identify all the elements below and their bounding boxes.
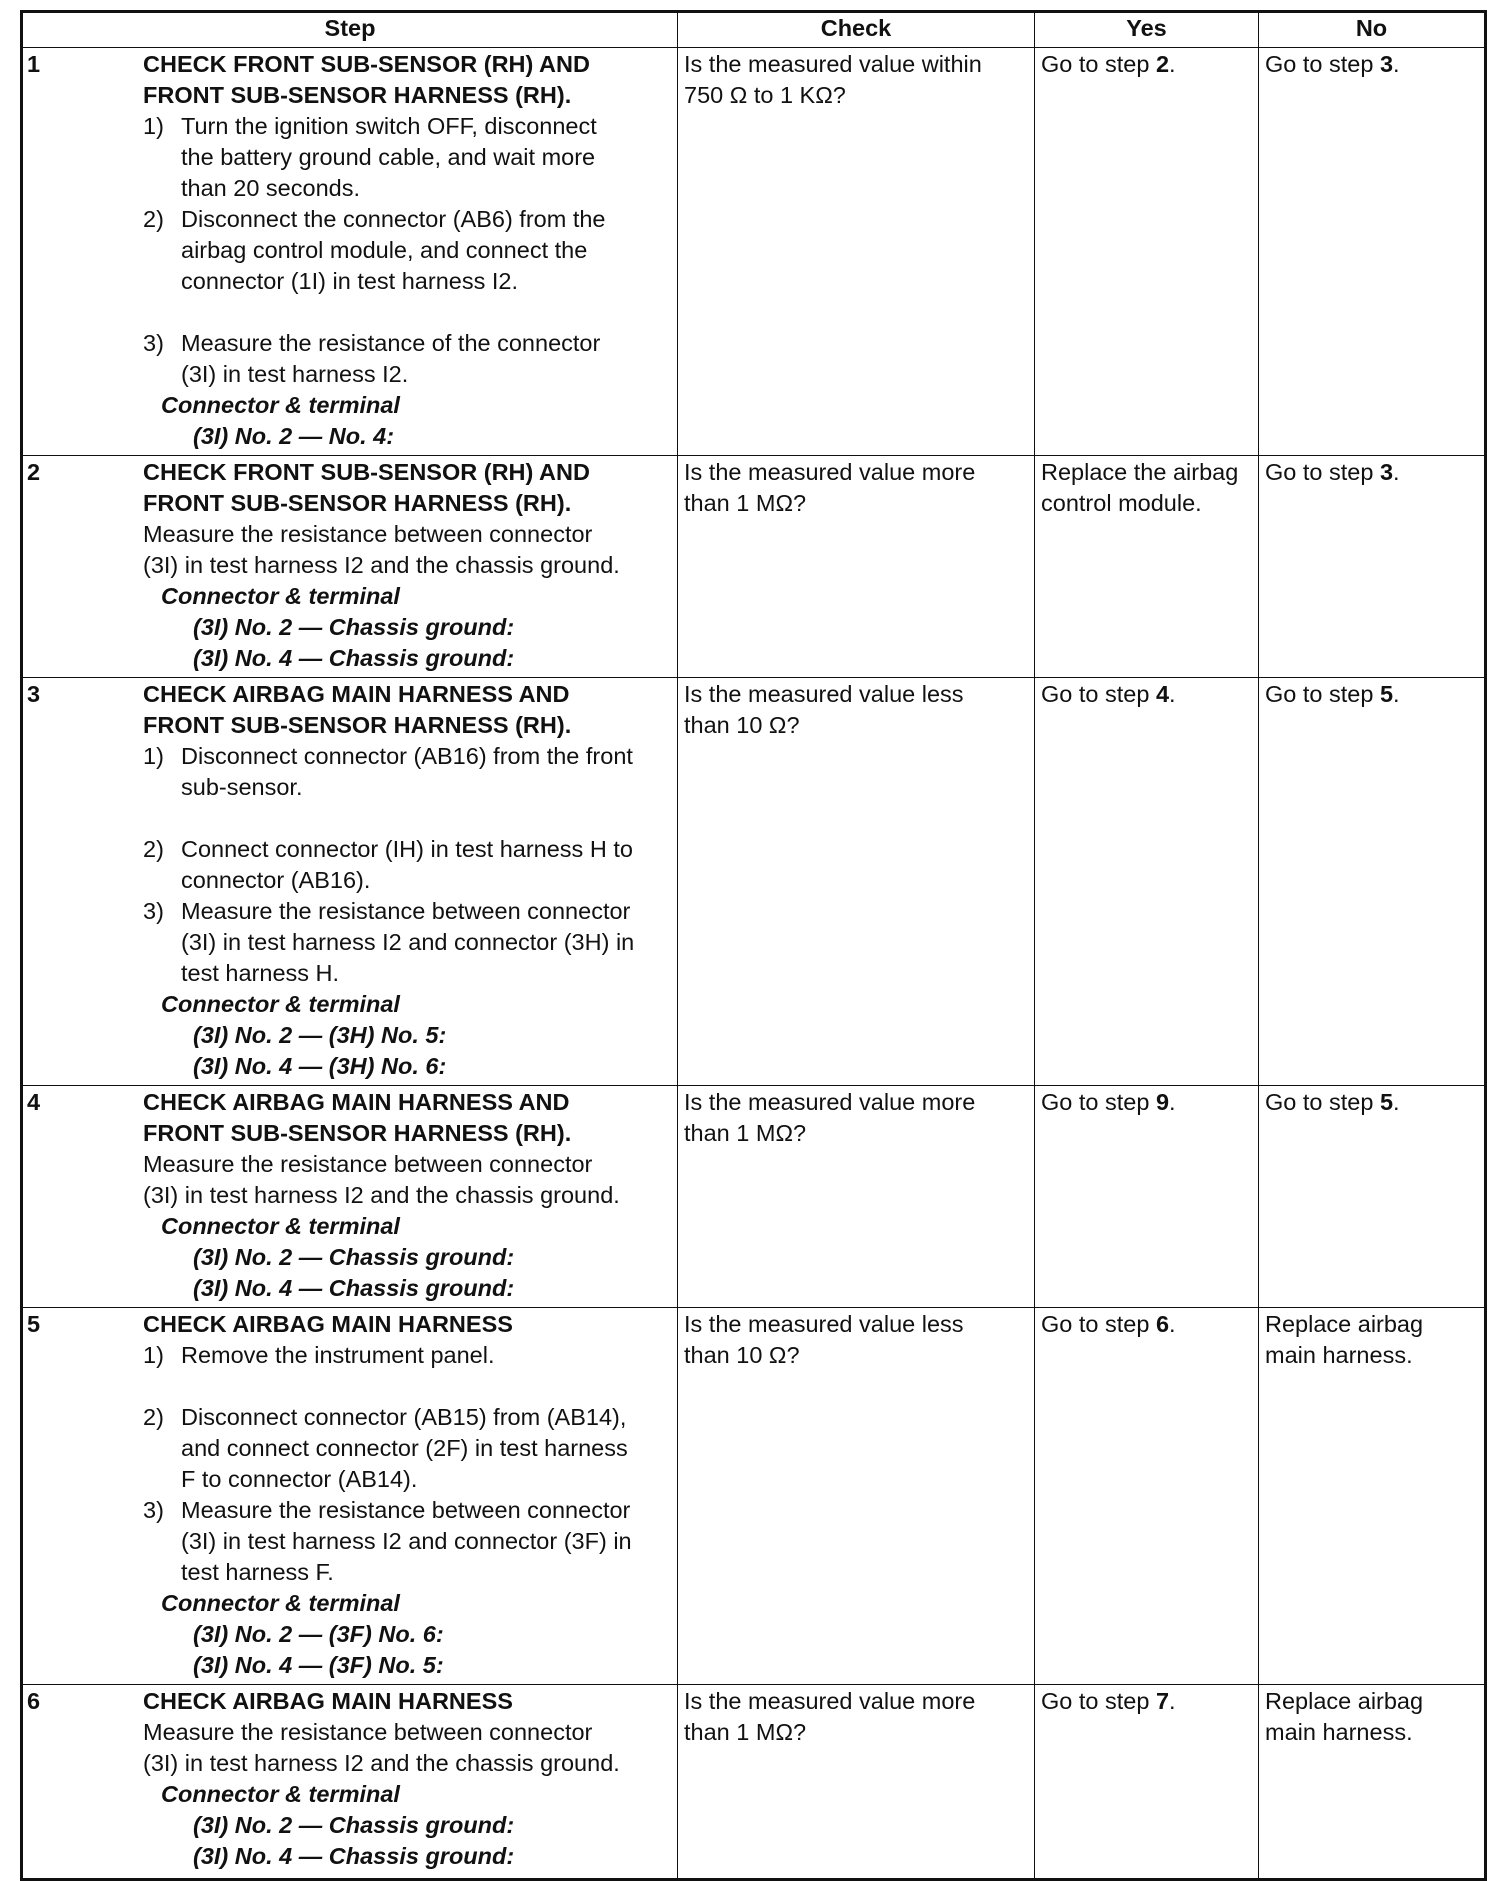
sub-step-text	[181, 204, 671, 297]
step-title-line: CHECK FRONT SUB-SENSOR (RH) AND	[143, 51, 590, 77]
sub-step-line: (3I) in test harness I2.	[181, 361, 409, 387]
table-row	[22, 456, 1486, 678]
header-check: Check	[678, 12, 1035, 48]
connector-terminal-item: (3I) No. 2 — Chassis ground:	[193, 1812, 515, 1838]
step-title-line: CHECK AIRBAG MAIN HARNESS	[143, 1688, 513, 1714]
yes-cell	[1035, 678, 1259, 1086]
sub-step	[143, 741, 671, 803]
yes-cell	[1035, 1685, 1259, 1880]
sub-step-number: 2)	[143, 1404, 164, 1430]
connector-terminal-item: (3I) No. 4 — (3F) No. 5:	[193, 1652, 444, 1678]
yes-cell	[1035, 1308, 1259, 1685]
step-number: 5	[27, 1311, 41, 1337]
sub-step-number: 1)	[143, 1342, 164, 1368]
no-step-number: 5	[1379, 1089, 1394, 1115]
sub-step-line: Disconnect the connector (AB6) from the	[181, 206, 606, 232]
sub-step-text	[181, 1402, 671, 1495]
step-cell	[22, 1086, 678, 1308]
no-cell	[1259, 678, 1486, 1086]
check-cell	[678, 678, 1035, 1086]
check-line: than 10 Ω?	[684, 712, 800, 738]
sub-step-number: 3)	[143, 330, 164, 356]
table-row	[22, 1086, 1486, 1308]
table-row	[22, 678, 1486, 1086]
no-cell	[1259, 1308, 1486, 1685]
sub-step-line: Turn the ignition switch OFF, disconnect	[181, 113, 597, 139]
sub-step-line: connector (1I) in test harness I2.	[181, 268, 518, 294]
yes-text: Go to step	[1041, 51, 1156, 77]
header-row	[22, 12, 1486, 48]
sub-step-line: test harness F.	[181, 1559, 334, 1585]
no-text: Replace airbag main harness.	[1265, 1311, 1424, 1368]
sub-step-line: (3I) in test harness I2 and connector (3H) in	[181, 929, 635, 955]
no-cell	[1259, 1685, 1486, 1880]
connector-terminal-item: (3I) No. 2 — (3F) No. 6:	[193, 1621, 444, 1647]
sub-step	[143, 204, 671, 297]
check-line: Is the measured value more	[684, 459, 976, 485]
check-cell	[678, 1086, 1035, 1308]
sub-step	[143, 1402, 671, 1495]
check-line: than 10 Ω?	[684, 1342, 800, 1368]
connector-terminal-heading: Connector & terminal	[161, 1590, 400, 1616]
step-title-line: CHECK AIRBAG MAIN HARNESS AND	[143, 681, 570, 707]
no-suffix: .	[1393, 1089, 1400, 1115]
yes-step-number: 9	[1155, 1089, 1170, 1115]
sub-step-line: than 20 seconds.	[181, 175, 360, 201]
check-line: Is the measured value within	[684, 51, 982, 77]
yes-step-number: 2	[1155, 51, 1170, 77]
check-line: than 1 MΩ?	[684, 1120, 807, 1146]
sub-step-line: connector (AB16).	[181, 867, 371, 893]
yes-cell	[1035, 456, 1259, 678]
sub-step-line: Remove the instrument panel.	[181, 1342, 495, 1368]
sub-step	[143, 111, 671, 204]
check-line: Is the measured value more	[684, 1688, 976, 1714]
sub-step-text	[181, 896, 671, 989]
step-cell	[22, 1685, 678, 1880]
step-title-line: FRONT SUB-SENSOR HARNESS (RH).	[143, 1120, 572, 1146]
sub-step-line: Measure the resistance between connector	[181, 898, 631, 924]
sub-step-line: Connect connector (IH) in test harness H to	[181, 836, 633, 862]
connector-terminal-item: (3I) No. 4 — Chassis ground:	[193, 645, 515, 671]
step-number: 1	[27, 51, 41, 77]
yes-step-number: 4	[1155, 681, 1170, 707]
header-no: No	[1259, 12, 1486, 48]
step-cell	[22, 678, 678, 1086]
step-number: 6	[27, 1688, 41, 1714]
sub-step	[143, 1495, 671, 1588]
sub-step-line: sub-sensor.	[181, 774, 303, 800]
yes-text: Go to step	[1041, 681, 1156, 707]
no-text: Go to step	[1265, 459, 1380, 485]
sub-step	[143, 834, 671, 896]
yes-text: Go to step	[1041, 1089, 1156, 1115]
no-step-number: 3	[1379, 459, 1394, 485]
yes-text: Replace the airbag control module.	[1041, 459, 1239, 516]
sub-step	[143, 328, 671, 390]
step-title-line: FRONT SUB-SENSOR HARNESS (RH).	[143, 712, 572, 738]
no-text: Replace airbag main harness.	[1265, 1688, 1424, 1745]
sub-step-line: (3I) in test harness I2 and connector (3F) in	[181, 1528, 632, 1554]
no-text: Go to step	[1265, 681, 1380, 707]
check-cell	[678, 456, 1035, 678]
no-cell	[1259, 48, 1486, 456]
check-line: Is the measured value more	[684, 1089, 976, 1115]
no-text: Go to step	[1265, 51, 1380, 77]
no-step-number: 3	[1379, 51, 1394, 77]
no-cell	[1259, 456, 1486, 678]
sub-step-line: Measure the resistance between connector	[181, 1497, 631, 1523]
yes-text: Go to step	[1041, 1688, 1156, 1714]
sub-step-number: 1)	[143, 113, 164, 139]
table-row	[22, 48, 1486, 456]
yes-suffix: .	[1169, 1089, 1176, 1115]
step-number: 3	[27, 681, 41, 707]
sub-step-text	[181, 1340, 671, 1371]
connector-terminal-heading: Connector & terminal	[161, 1781, 400, 1807]
step-cell	[22, 456, 678, 678]
yes-text: Go to step	[1041, 1311, 1156, 1337]
check-line: than 1 MΩ?	[684, 1719, 807, 1745]
connector-terminal-item: (3I) No. 4 — Chassis ground:	[193, 1275, 515, 1301]
check-cell	[678, 1685, 1035, 1880]
yes-cell	[1035, 48, 1259, 456]
step-description-line: Measure the resistance between connector	[143, 1719, 593, 1745]
step-description-line: Measure the resistance between connector	[143, 1151, 593, 1177]
step-cell	[22, 1308, 678, 1685]
sub-step-line: Measure the resistance of the connector	[181, 330, 601, 356]
step-number: 4	[27, 1089, 41, 1115]
step-title-line: FRONT SUB-SENSOR HARNESS (RH).	[143, 490, 572, 516]
no-cell	[1259, 1086, 1486, 1308]
sub-step-text	[181, 328, 671, 390]
yes-suffix: .	[1169, 1688, 1176, 1714]
sub-step-text	[181, 1495, 671, 1588]
check-line: 750 Ω to 1 KΩ?	[684, 82, 846, 108]
yes-suffix: .	[1169, 681, 1176, 707]
table-row	[22, 1308, 1486, 1685]
sub-step-line: test harness H.	[181, 960, 340, 986]
diagnostic-table	[20, 10, 1487, 1881]
check-line: than 1 MΩ?	[684, 490, 807, 516]
step-title-line: CHECK FRONT SUB-SENSOR (RH) AND	[143, 459, 590, 485]
sub-step-number: 2)	[143, 836, 164, 862]
step-description-line: Measure the resistance between connector	[143, 521, 593, 547]
connector-terminal-heading: Connector & terminal	[161, 392, 400, 418]
sub-step-line: the battery ground cable, and wait more	[181, 144, 596, 170]
check-line: Is the measured value less	[684, 681, 964, 707]
sub-step-number: 3)	[143, 1497, 164, 1523]
table-row	[22, 1685, 1486, 1880]
step-number: 2	[27, 459, 41, 485]
check-cell	[678, 48, 1035, 456]
yes-cell	[1035, 1086, 1259, 1308]
header-yes: Yes	[1035, 12, 1259, 48]
sub-step-text	[181, 741, 671, 803]
no-suffix: .	[1393, 459, 1400, 485]
sub-step-line: Disconnect connector (AB16) from the front	[181, 743, 633, 769]
connector-terminal-item: (3I) No. 2 — No. 4:	[193, 423, 395, 449]
connector-terminal-heading: Connector & terminal	[161, 1213, 400, 1239]
sub-step	[143, 896, 671, 989]
check-line: Is the measured value less	[684, 1311, 964, 1337]
header-step: Step	[22, 12, 678, 48]
connector-terminal-item: (3I) No. 2 — (3H) No. 5:	[193, 1022, 447, 1048]
yes-suffix: .	[1169, 1311, 1176, 1337]
connector-terminal-item: (3I) No. 4 — (3H) No. 6:	[193, 1053, 447, 1079]
connector-terminal-heading: Connector & terminal	[161, 583, 400, 609]
sub-step-number: 2)	[143, 206, 164, 232]
step-title-line: FRONT SUB-SENSOR HARNESS (RH).	[143, 82, 572, 108]
step-description-line: (3I) in test harness I2 and the chassis ground.	[143, 552, 620, 578]
sub-step-line: Disconnect connector (AB15) from (AB14),	[181, 1404, 627, 1430]
yes-step-number: 6	[1155, 1311, 1170, 1337]
yes-step-number: 7	[1155, 1688, 1170, 1714]
step-description-line: (3I) in test harness I2 and the chassis ground.	[143, 1750, 620, 1776]
no-text: Go to step	[1265, 1089, 1380, 1115]
check-cell	[678, 1308, 1035, 1685]
step-description-line: (3I) in test harness I2 and the chassis ground.	[143, 1182, 620, 1208]
sub-step-text	[181, 834, 671, 896]
sub-step-line: F to connector (AB14).	[181, 1466, 418, 1492]
step-cell	[22, 48, 678, 456]
sub-step-text	[181, 111, 671, 204]
sub-step-line: airbag control module, and connect the	[181, 237, 588, 263]
step-title-line: CHECK AIRBAG MAIN HARNESS AND	[143, 1089, 570, 1115]
no-suffix: .	[1393, 681, 1400, 707]
step-title-line: CHECK AIRBAG MAIN HARNESS	[143, 1311, 513, 1337]
connector-terminal-item: (3I) No. 2 — Chassis ground:	[193, 1244, 515, 1270]
sub-step-number: 3)	[143, 898, 164, 924]
connector-terminal-item: (3I) No. 4 — Chassis ground:	[193, 1843, 515, 1869]
sub-step	[143, 1340, 671, 1371]
connector-terminal-item: (3I) No. 2 — Chassis ground:	[193, 614, 515, 640]
yes-suffix: .	[1169, 51, 1176, 77]
no-step-number: 5	[1379, 681, 1394, 707]
sub-step-number: 1)	[143, 743, 164, 769]
no-suffix: .	[1393, 51, 1400, 77]
connector-terminal-heading: Connector & terminal	[161, 991, 400, 1017]
sub-step-line: and connect connector (2F) in test harness	[181, 1435, 628, 1461]
